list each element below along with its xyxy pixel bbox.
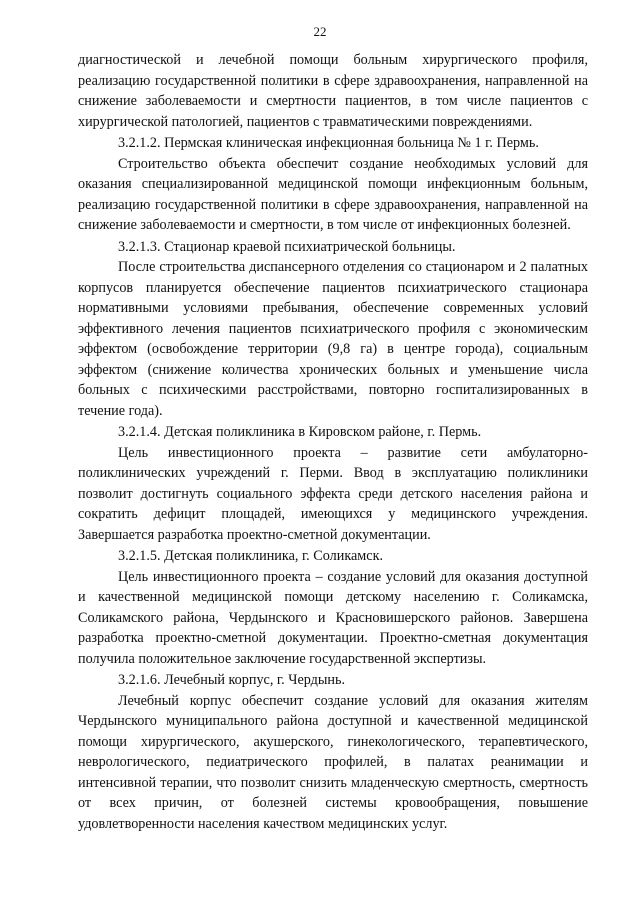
section-heading-3-2-1-6: 3.2.1.6. Лечебный корпус, г. Чердынь. [118,672,346,688]
page-number: 22 [313,24,327,39]
document-body [78,50,588,834]
paragraph-body: Цель инвестиционного проекта – создание условий для оказания доступной и качественной медицинской помощи детскому населению г. Соликамска, Соликамского района, Чердынского и Красновишерского районов. Завершена разработка проектно-сметной документации. Проектно-сметная документация получила положительное заключение государственной экспертизы. [78,568,588,667]
paragraph-body: После строительства диспансерного отделения со стационаром и 2 палатных корпусов планируется обеспечение пациентов психиатрического стационара нормативными условиями пребывания, обеспечение современных условий эффективного лечения пациентов психиатрического профиля с экономическим эффектом (освобождение территории (9,8 га) в центре города), социальным эффектом (снижение количества хронических больных и уменьшение числа больных с психическими расстройствами, повторно госпитализированных в течение года). [78,259,588,419]
section-heading-3-2-1-5: 3.2.1.5. Детская поликлиника, г. Соликамск. [118,548,384,564]
paragraph-body: Лечебный корпус обеспечит создание условий для оказания жителям Чердынского муниципального района доступной и качественной медицинской помощи хирургического, акушерского, гинекологического, терапевтического, неврологического, педиатрического профилей, в палатах реанимации и интенсивной терапии, что позволит снизить младенческую смертность, смертность от всех причин, от болезней системы кровообращения, повышение удовлетворенности населения качеством медицинских услуг. [78,692,588,832]
section-heading-3-2-1-3: 3.2.1.3. Стационар краевой психиатрической больницы. [118,238,456,255]
section-heading-3-2-1-4: 3.2.1.4. Детская поликлиника в Кировском районе, г. Пермь. [118,424,482,440]
paragraph-body: Цель инвестиционного проекта – развитие сети амбулаторно-поликлинических учреждений г. Перми. Ввод в эксплуатацию поликлиники позволит достигнуть социального эффекта среди детского населения района и сократить дефицит площадей, имеющихся у медицинского учреждения. Завершается разработка проектно-сметной документации. [78,444,588,543]
paragraph-body: Строительство объекта обеспечит создание необходимых условий для оказания специализированной медицинской помощи инфекционным больным, реализацию государственной политики в сфере здравоохранения, направленной на снижение заболеваемости и смертности, в том числе от инфекционных болезней. [78,155,588,233]
paragraph-continuation: диагностической и лечебной помощи больным хирургического профиля, реализацию государственной политики в сфере здравоохранения, направленной на снижение заболеваемости и смертности пациентов, в том числе пациентов с хирургической патологией, пациентов с травматическими повреждениями. [78,52,588,130]
section-heading-3-2-1-2: 3.2.1.2. Пермская клиническая инфекционная больница № 1 г. Пермь. [118,135,539,151]
